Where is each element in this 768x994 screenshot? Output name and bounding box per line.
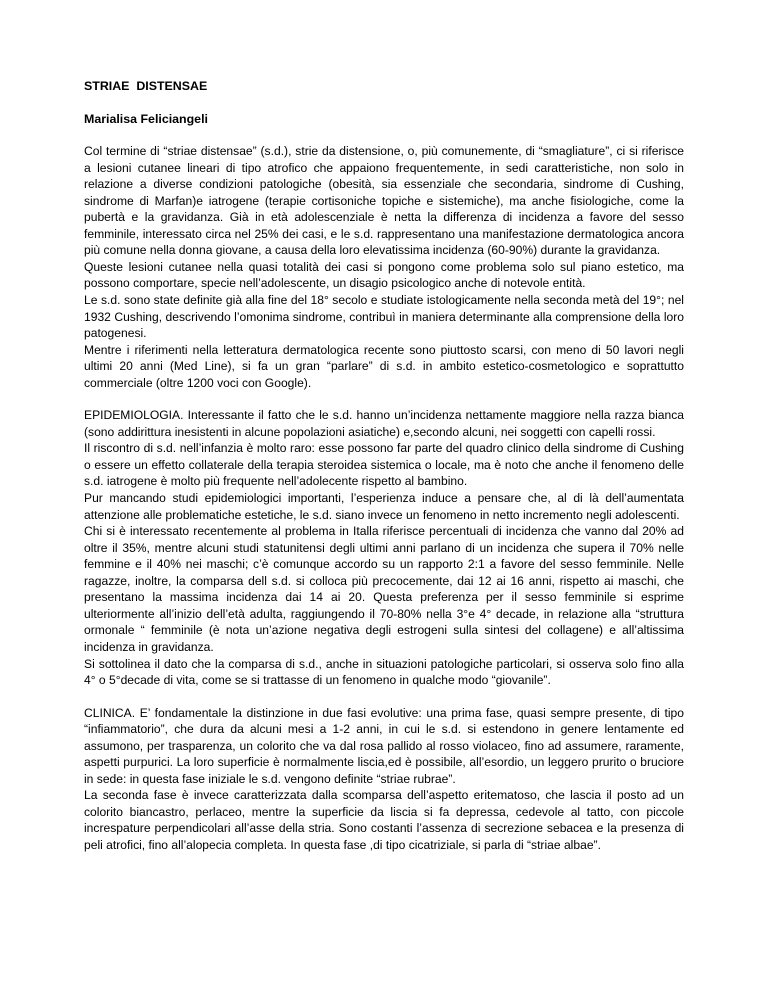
document-author: Marialisa Feliciangeli — [84, 111, 208, 126]
paragraph: CLINICA. E’ fondamentale la distinzione in due fasi evolutive: una prima fase, quasi sempre presente, di tipo “infiammatorio”, che dura da alcuni mesi a 1-2 anni, in cui le s.d. si estendono in genere lentamente ed assumono, per trasparenza, un colorito che va dal rosa pallido al rosso violaceo, fino ad assumere, raramente, aspetti purpurici. La loro superficie è normalmente liscia,ed è possibile, all’esordio, un leggero prurito o bruciore in sede: in questa fase iniziale le s.d. vengono definite “striae rubrae”. — [84, 705, 684, 786]
intro-section — [84, 143, 684, 391]
paragraph: Chi si è interessato recentemente al problema in Italla riferisce percentuali di incidenza che vanno dal 20% ad oltre il 35%, mentre alcuni studi statunitensi degli ultimi anni parlano di un incidenza che supera il 70% nelle femmine e il 40% nei maschi; c’è comunque accordo su un rapporto 2:1 a favore del sesso femminile. Nelle ragazze, inoltre, la comparsa dell s.d. si colloca più precocemente, dai 12 ai 16 anni, rispetto ai maschi, che presentano la massima incidenza dai 14 ai 20. Questa preferenza per il sesso femminile si esprime ulteriormente all’inizio dell’età adulta, raggiungendo il 70-80% nella 3°e 4° decade, in relazione alla “struttura ormonale “ femminile (è nota un’azione negativa degli estrogeni sulla sintesi del collagene) e all’altissima incidenza in gravidanza. — [84, 524, 684, 654]
epidemiology-section — [84, 407, 684, 688]
paragraph: Si sottolinea il dato che la comparsa di s.d., anche in situazioni patologiche particolari, si osserva solo fino alla 4° o 5°decade di vita, come se si trattasse di un fenomeno in qualche modo “giovanile”. — [84, 656, 684, 688]
paragraph: Col termine di “striae distensae” (s.d.), strie da distensione, o, più comunemente, di “smagliature”, ci si riferisce a lesioni cutanee lineari di tipo atrofico che appaiono frequentemente, in sedi caratteristiche, non solo in relazione a diverse condizioni patologiche (obesità, sia essenziale che secondaria, sindrome di Cushing, sindrome di Marfan)e iatrogene (terapie cortisoniche topiche e sistemiche), ma anche fisiologiche, come la pubertà e la gravidanza. Già in età adolescenziale è netta la differenza di incidenza a favore del sesso femminile, interessato circa nel 25% dei casi, e le s.d. rappresentano una manifestazione dermatologica ancora più comune nella donna giovane, a causa della loro elevatissima incidenza (60-90%) durante la gravidanza. — [84, 144, 684, 258]
paragraph: La seconda fase è invece caratterizzata dalla scomparsa dell’aspetto eritematoso, che lascia il posto ad un colorito biancastro, perlaceo, mentre la superficie da liscia si fa depressa, cedevole al tatto, con piccole increspature perpendicolari all’asse della stria. Sono costanti l’assenza di secrezione sebacea e la presenza di peli atrofici, fino all’alopecia completa. In questa fase ,di tipo cicatriziale, si parla di “striae albae”. — [84, 788, 684, 852]
paragraph: Il riscontro di s.d. nell’infanzia è molto raro: esse possono far parte del quadro clinico della sindrome di Cushing o essere un effetto collaterale della terapia steroidea sistemica o locale, ma è noto che anche il fenomeno delle s.d. iatrogene è molto più frequente nell’adolecente rispetto al bambino. — [84, 441, 684, 489]
paragraph: Mentre i riferimenti nella letteratura dermatologica recente sono piuttosto scarsi, con meno di 50 lavori negli ultimi 20 anni (Med Line), si fa un gran “parlare” di s.d. in ambito estetico-cosmetologico e soprattutto commerciale (oltre 1200 voci con Google). — [84, 342, 684, 390]
paragraph: Pur mancando studi epidemiologici importanti, l’esperienza induce a pensare che, al di là dell’aumentata attenzione alle problematiche estetiche, le s.d. siano invece un fenomeno in netto incremento negli adolescenti. — [84, 491, 684, 522]
document-page — [84, 78, 684, 870]
clinical-section — [84, 705, 684, 854]
paragraph: Le s.d. sono state definite già alla fine del 18° secolo e studiate istologicamente nella seconda metà del 19°; nel 1932 Cushing, descrivendo l’omonima sindrome, contribuì in maniera determinante alla comprensione della loro patogenesi. — [84, 293, 684, 341]
document-title: STRIAE DISTENSAE — [84, 79, 208, 93]
paragraph: EPIDEMIOLOGIA. Interessante il fatto che le s.d. hanno un’incidenza nettamente maggiore nella razza bianca (sono addirittura inesistenti in alcune popolazioni asiatiche) e,secondo alcuni, nei soggetti con capelli rossi. — [84, 408, 684, 439]
paragraph: Queste lesioni cutanee nella quasi totalità dei casi si pongono come problema solo sul piano estetico, ma possono comportare, specie nell’adolescente, un disagio psicologico anche di notevole entità. — [84, 259, 684, 291]
